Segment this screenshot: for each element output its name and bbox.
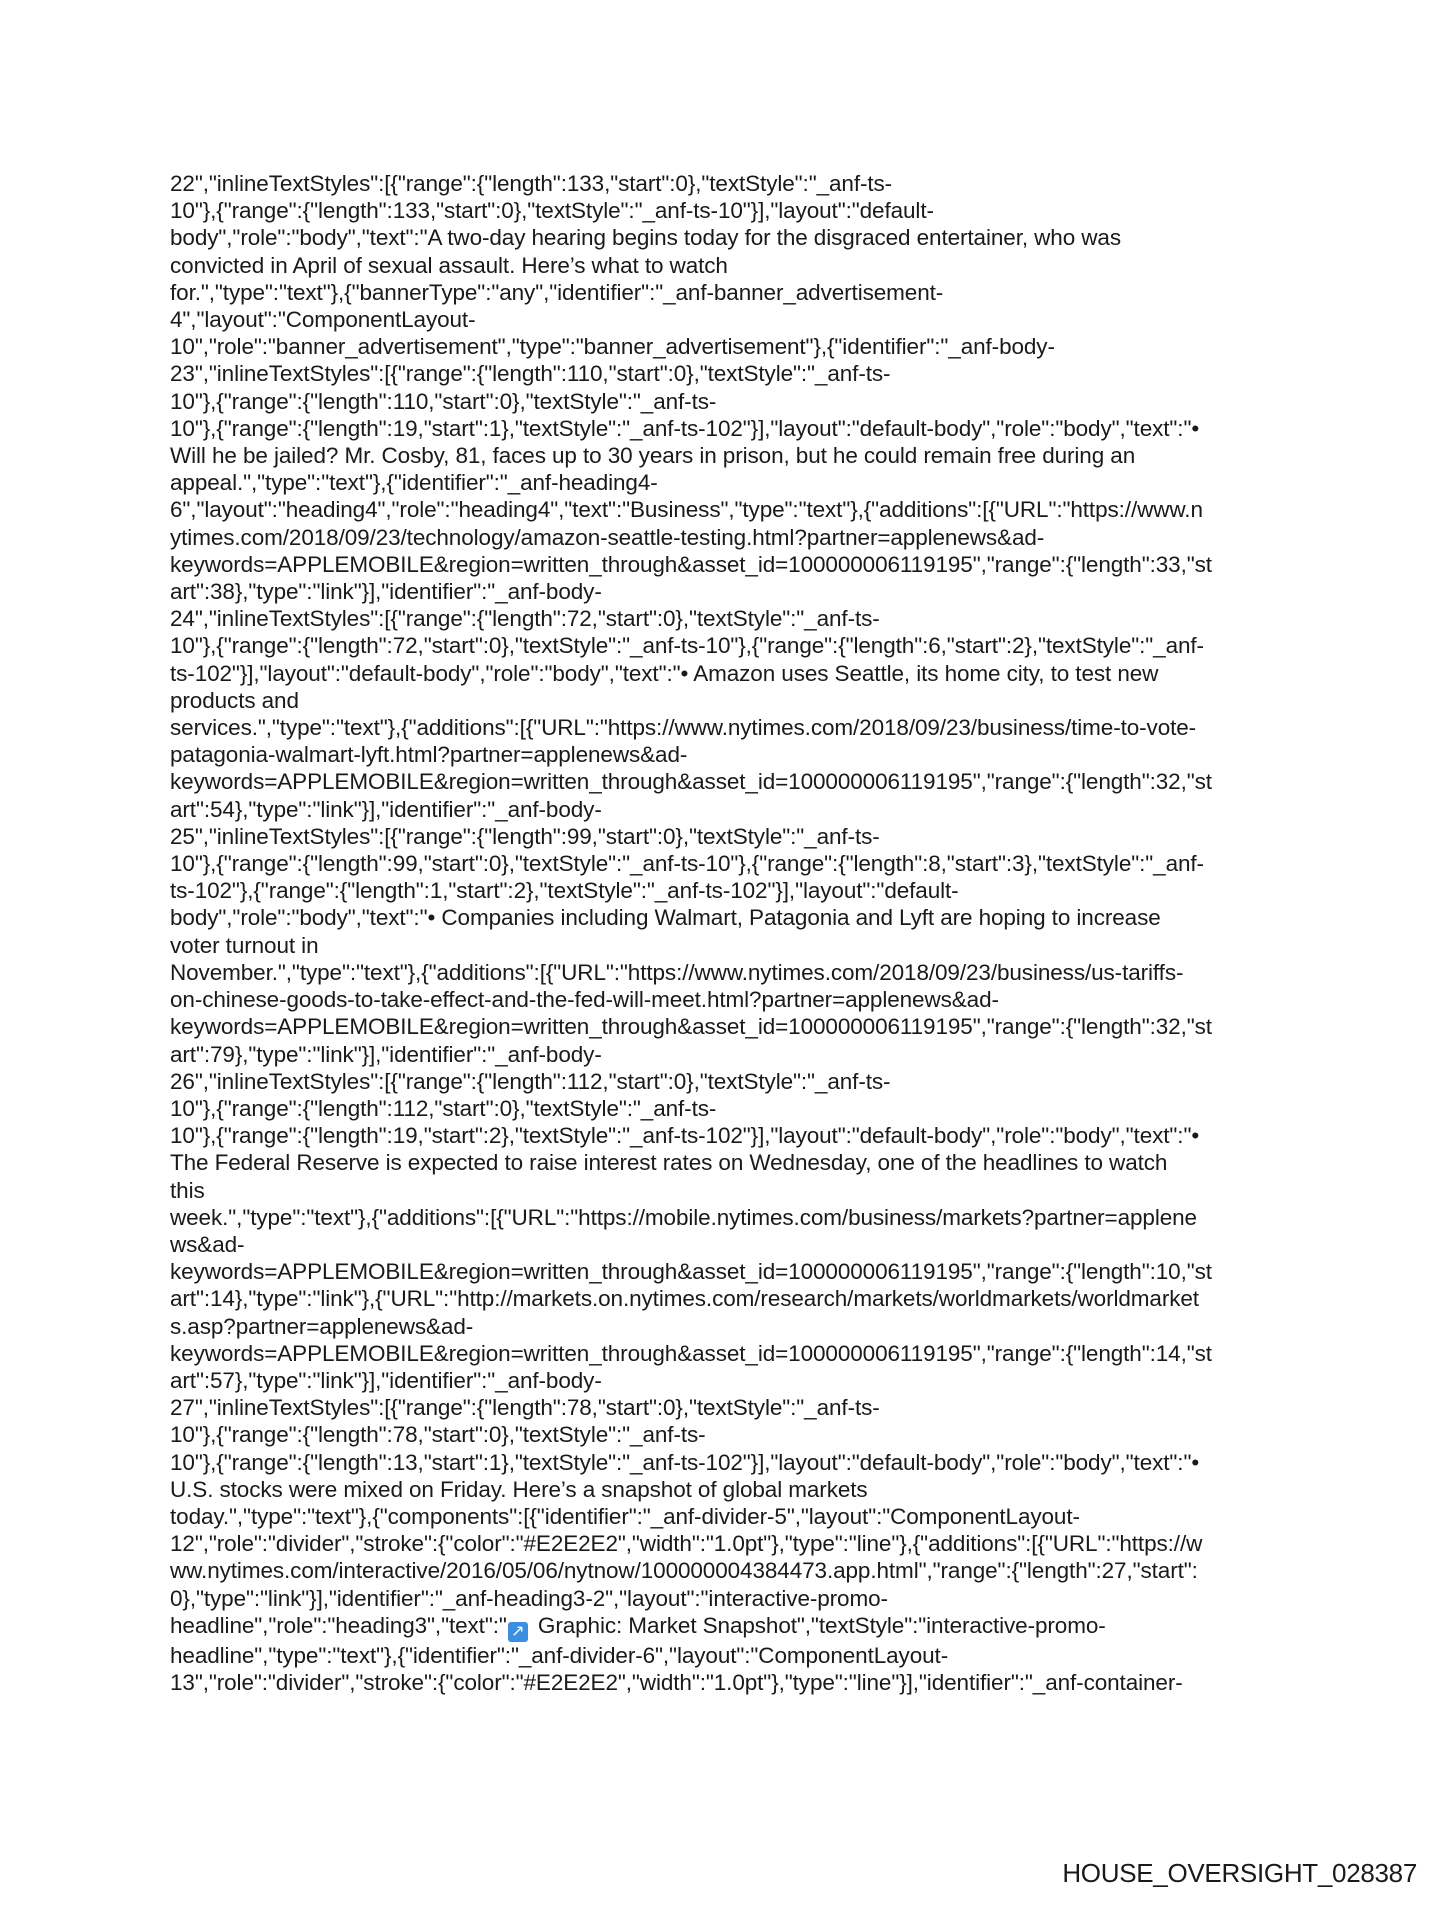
text-line: 4","layout":"ComponentLayout- <box>170 307 476 333</box>
text-line: 10"},{"range":{"length":133,"start":0},"textStyle":"_anf-ts-10"}],"layout":"default- <box>170 198 934 224</box>
text-line: 12","role":"divider","stroke":{"color":"#E2E2E2","width":"1.0pt"},"type":"line"},{"additions":[{"URL":"https://w <box>170 1531 1203 1557</box>
text-line: 10"},{"range":{"length":19,"start":2},"textStyle":"_anf-ts-102"}],"layout":"default-body","role":"body","text":"• <box>170 1123 1200 1149</box>
text-line: keywords=APPLEMOBILE&region=written_through&asset_id=100000006119195","range":{"length":14,"st <box>170 1340 1212 1366</box>
text-line: 0},"type":"link"}],"identifier":"_anf-heading3-2","layout":"interactive-promo- <box>170 1585 888 1611</box>
text-line: keywords=APPLEMOBILE&region=written_through&asset_id=100000006119195","range":{"length":10,"st <box>170 1259 1212 1285</box>
text-line: on-chinese-goods-to-take-effect-and-the-fed-will-meet.html?partner=applenews&ad- <box>170 987 999 1013</box>
text-line: convicted in April of sexual assault. Here’s what to watch <box>170 252 728 278</box>
text-line: today.","type":"text"},{"components":[{"identifier":"_anf-divider-5","layout":"ComponentLayout- <box>170 1503 1080 1529</box>
bates-number: HOUSE_OVERSIGHT_028387 <box>1062 1858 1417 1888</box>
document-body <box>170 170 1290 1696</box>
text-line: keywords=APPLEMOBILE&region=written_through&asset_id=100000006119195","range":{"length":32,"st <box>170 769 1212 795</box>
text-line: ts-102"}],"layout":"default-body","role":"body","text":"• Amazon uses Seattle, its home city, to test new <box>170 660 1159 686</box>
text-line: 10"},{"range":{"length":112,"start":0},"textStyle":"_anf-ts- <box>170 1095 717 1121</box>
text-line: 10"},{"range":{"length":13,"start":1},"textStyle":"_anf-ts-102"}],"layout":"default-body","role":"body","text":"• <box>170 1449 1200 1475</box>
text-line: 10"},{"range":{"length":72,"start":0},"textStyle":"_anf-ts-10"},{"range":{"length":6,"start":2},"textStyle":"_anf- <box>170 633 1204 659</box>
arrow-up-right-icon: ↗ <box>508 1622 528 1642</box>
text-line: for.","type":"text"},{"bannerType":"any","identifier":"_anf-banner_advertisement- <box>170 279 944 305</box>
text-line: 10","role":"banner_advertisement","type":"banner_advertisement"},{"identifier":"_anf-body- <box>170 334 1055 360</box>
text-line: s.asp?partner=applenews&ad- <box>170 1313 474 1339</box>
text-line: voter turnout in <box>170 932 319 958</box>
text-line: services.","type":"text"},{"additions":[{"URL":"https://www.nytimes.com/2018/09/23/business/time-to-vote- <box>170 715 1197 741</box>
text-line: patagonia-walmart-lyft.html?partner=applenews&ad- <box>170 742 688 768</box>
text-line: 27","inlineTextStyles":[{"range":{"length":78,"start":0},"textStyle":"_anf-ts- <box>170 1395 880 1421</box>
text-line: appeal.","type":"text"},{"identifier":"_anf-heading4- <box>170 470 658 496</box>
text-line: U.S. stocks were mixed on Friday. Here’s a snapshot of global markets <box>170 1476 868 1502</box>
text-line: Will he be jailed? Mr. Cosby, 81, faces up to 30 years in prison, but he could remain free during an <box>170 443 1136 469</box>
text-line: body","role":"body","text":"• Companies including Walmart, Patagonia and Lyft are hoping to increase <box>170 905 1161 931</box>
text-line: body","role":"body","text":"A two-day hearing begins today for the disgraced entertainer, who was <box>170 225 1121 251</box>
text-line: 25","inlineTextStyles":[{"range":{"length":99,"start":0},"textStyle":"_anf-ts- <box>170 823 880 849</box>
text-line: 23","inlineTextStyles":[{"range":{"length":110,"start":0},"textStyle":"_anf-ts- <box>170 361 891 387</box>
text-line: November.","type":"text"},{"additions":[{"URL":"https://www.nytimes.com/2018/09/23/business/us-tariffs- <box>170 959 1184 985</box>
text-fragment: Graphic: Market Snapshot","textStyle":"interactive-promo- <box>531 1612 1106 1638</box>
text-line: 13","role":"divider","stroke":{"color":"#E2E2E2","width":"1.0pt"},"type":"line"}],"identifier":"_anf-container- <box>170 1669 1183 1695</box>
text-line: keywords=APPLEMOBILE&region=written_through&asset_id=100000006119195","range":{"length":32,"st <box>170 1014 1212 1040</box>
text-line: week.","type":"text"},{"additions":[{"URL":"https://mobile.nytimes.com/business/markets?partner=applene <box>170 1204 1197 1230</box>
text-line: art":38},"type":"link"}],"identifier":"_anf-body- <box>170 579 602 605</box>
text-line: art":14},"type":"link"},{"URL":"http://markets.on.nytimes.com/research/markets/worldmarkets/worldmarket <box>170 1286 1199 1312</box>
text-line <box>170 1612 1290 1642</box>
text-line: 10"},{"range":{"length":19,"start":1},"textStyle":"_anf-ts-102"}],"layout":"default-body","role":"body","text":"• <box>170 415 1200 441</box>
text-line: ww.nytimes.com/interactive/2016/05/06/nytnow/100000004384473.app.html","range":{"length":27,"start": <box>170 1558 1198 1584</box>
text-line: 26","inlineTextStyles":[{"range":{"length":112,"start":0},"textStyle":"_anf-ts- <box>170 1068 891 1094</box>
text-line: 24","inlineTextStyles":[{"range":{"length":72,"start":0},"textStyle":"_anf-ts- <box>170 606 880 632</box>
text-line: 22","inlineTextStyles":[{"range":{"length":133,"start":0},"textStyle":"_anf-ts- <box>170 171 893 196</box>
text-line: 10"},{"range":{"length":110,"start":0},"textStyle":"_anf-ts- <box>170 388 717 414</box>
text-line: 10"},{"range":{"length":99,"start":0},"textStyle":"_anf-ts-10"},{"range":{"length":8,"start":3},"textStyle":"_anf- <box>170 851 1204 877</box>
text-fragment: headline","role":"heading3","text":" <box>170 1612 507 1638</box>
text-line: this <box>170 1177 205 1203</box>
text-line: 6","layout":"heading4","role":"heading4","text":"Business","type":"text"},{"additions":[{"URL":"https://www.n <box>170 497 1203 523</box>
text-line: art":54},"type":"link"}],"identifier":"_anf-body- <box>170 796 602 822</box>
text-line: headline","type":"text"},{"identifier":"_anf-divider-6","layout":"ComponentLayout- <box>170 1642 949 1668</box>
text-line: The Federal Reserve is expected to raise interest rates on Wednesday, one of the headlines to watch <box>170 1150 1168 1176</box>
text-line: ws&ad- <box>170 1231 245 1257</box>
text-line: products and <box>170 687 299 713</box>
text-line: art":57},"type":"link"}],"identifier":"_anf-body- <box>170 1367 602 1393</box>
text-line: art":79},"type":"link"}],"identifier":"_anf-body- <box>170 1041 602 1067</box>
text-line: ytimes.com/2018/09/23/technology/amazon-seattle-testing.html?partner=applenews&ad- <box>170 524 1045 550</box>
text-line: keywords=APPLEMOBILE&region=written_through&asset_id=100000006119195","range":{"length":33,"st <box>170 551 1212 577</box>
text-line: 10"},{"range":{"length":78,"start":0},"textStyle":"_anf-ts- <box>170 1422 706 1448</box>
text-line: ts-102"},{"range":{"length":1,"start":2},"textStyle":"_anf-ts-102"}],"layout":"default- <box>170 878 959 904</box>
